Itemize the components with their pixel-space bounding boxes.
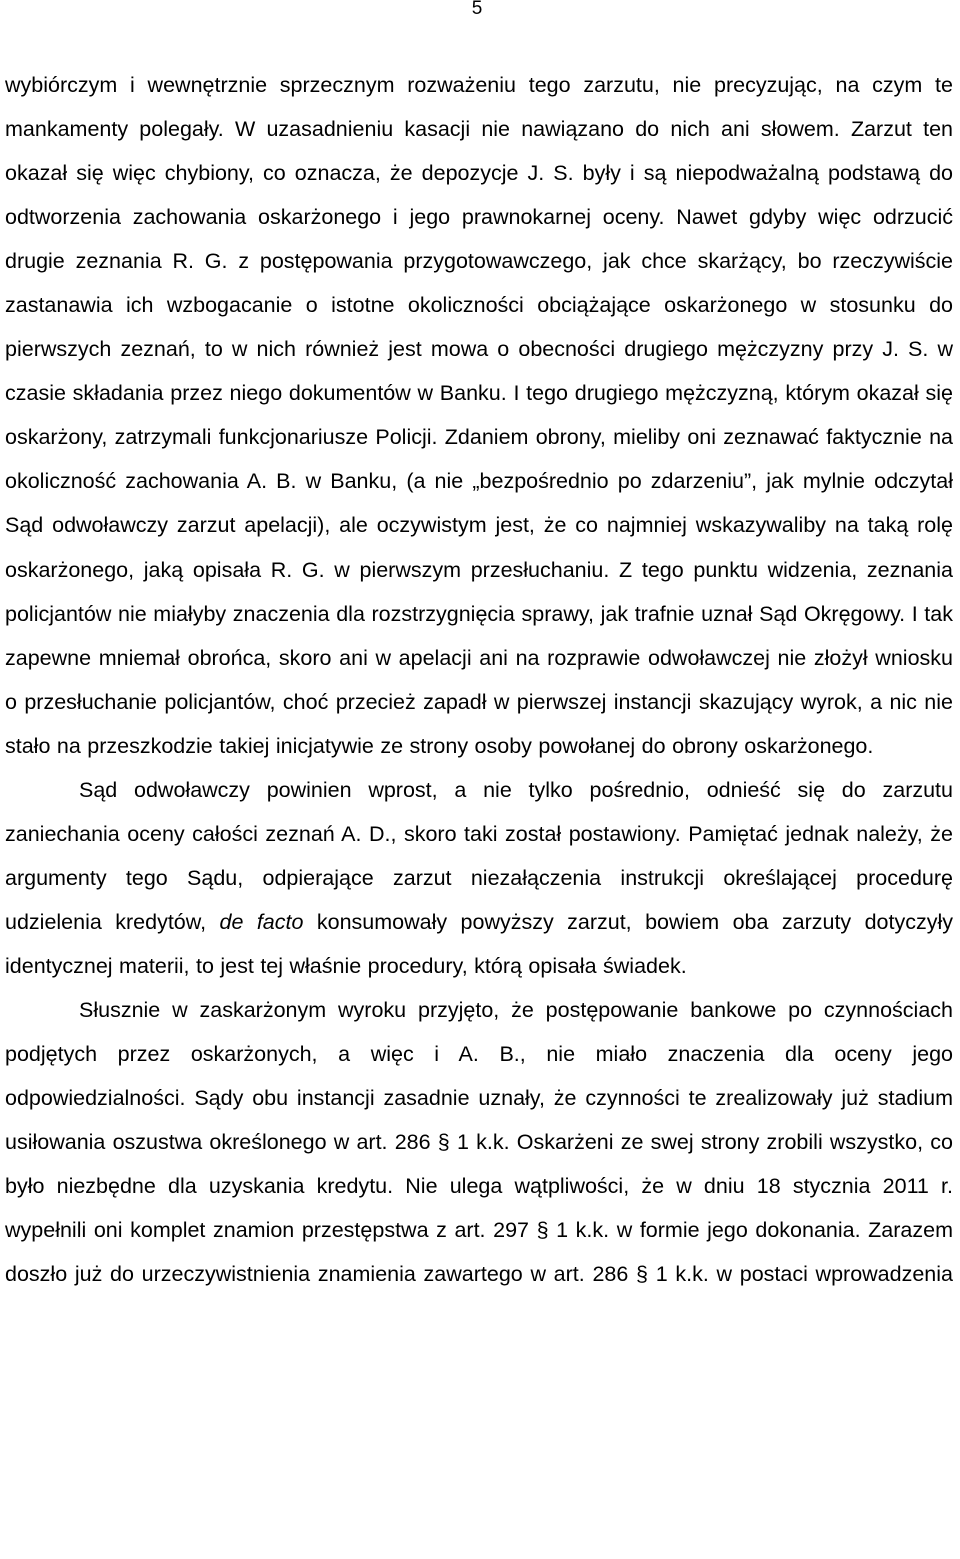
document-body [5, 63, 953, 1296]
paragraph-2-italic-phrase: de facto [219, 909, 304, 934]
paragraph-2-text-b: konsumowały powyższy zarzut, bowiem oba zarzuty dotyczyły identycznej materii, to jest tej właśnie procedury, którą opisała świadek. [5, 909, 953, 978]
page-number [0, 0, 960, 21]
paragraph-3-text: Słusznie w zaskarżonym wyroku przyjęto, że postępowanie bankowe po czynnościach podjętych przez oskarżonych, a więc i A. B., nie miało znaczenia dla oceny jego odpowiedzialności. Sądy obu instancji zasadnie uznały, że czynności te zrealizowały już stadium usiłowania oszustwa określonego w art. 286 § 1 k.k. Oskarżeni ze swej strony zrobili wszystko, co było niezbędne dla uzyskania kredytu. Nie ulega wątpliwości, że w dniu 18 stycznia 2011 r. wypełnili oni komplet znamion przestępstwa z art. 297 § 1 k.k. w formie jego dokonania. Zarazem doszło już do urzeczywistnienia znamienia zawartego w art. 286 § 1 k.k. w postaci wprowadzenia [5, 997, 953, 1287]
paragraph-2-text-a: Sąd odwoławczy powinien wprost, a nie tylko pośrednio, odnieść się do zarzutu zaniechania oceny całości zeznań A. D., skoro taki został postawiony. Pamiętać jednak należy, że argumenty tego Sądu, odpierające zarzut niezałączenia instrukcji określającej procedurę udzielenia kredytów, [5, 777, 953, 934]
paragraph-2 [5, 768, 953, 988]
paragraph-1 [5, 63, 953, 768]
paragraph-1-text: wybiórczym i wewnętrznie sprzecznym rozważeniu tego zarzutu, nie precyzując, na czym te mankamenty polegały. W uzasadnieniu kasacji nie nawiązano do nich ani słowem. Zarzut ten okazał się więc chybiony, co oznacza, że depozycje J. S. były i są niepodważalną podstawą do odtworzenia zachowania oskarżonego i jego prawnokarnej oceny. Nawet gdyby więc odrzucić drugie zeznania R. G. z postępowania przygotowawczego, jak chce skarżący, bo rzeczywiście zastanawia ich wzbogacanie o istotne okoliczności obciążające oskarżonego w stosunku do pierwszych zeznań, to w nich również jest mowa o obecności drugiego mężczyzny przy J. S. w czasie składania przez niego dokumentów w Banku. I tego drugiego mężczyzną, którym okazał się oskarżony, zatrzymali funkcjonariusze Policji. Zdaniem obrony, mieliby oni zeznawać faktycznie na okoliczność zachowania A. B. w Banku, (a nie „bezpośrednio po zdarzeniu”, jak mylnie odczytał Sąd odwoławczy zarzut apelacji), ale oczywistym jest, że co najmniej wskazywaliby na taką rolę oskarżonego, jaką opisała R. G. w pierwszym przesłuchaniu. Z tego punktu widzenia, zeznania policjantów nie miałyby znaczenia dla rozstrzygnięcia sprawy, jak trafnie uznał Sąd Okręgowy. I tak zapewne mniemał obrońca, skoro ani w apelacji ani na rozprawie odwoławczej nie złożył wniosku o przesłuchanie policjantów, choć przecież zapadł w pierwszej instancji skazujący wyrok, a nic nie stało na przeszkodzie takiej inicjatywie ze strony osoby powołanej do obrony oskarżonego. [5, 73, 953, 758]
paragraph-3 [5, 988, 953, 1296]
page-number-text: 5 [471, 0, 483, 19]
